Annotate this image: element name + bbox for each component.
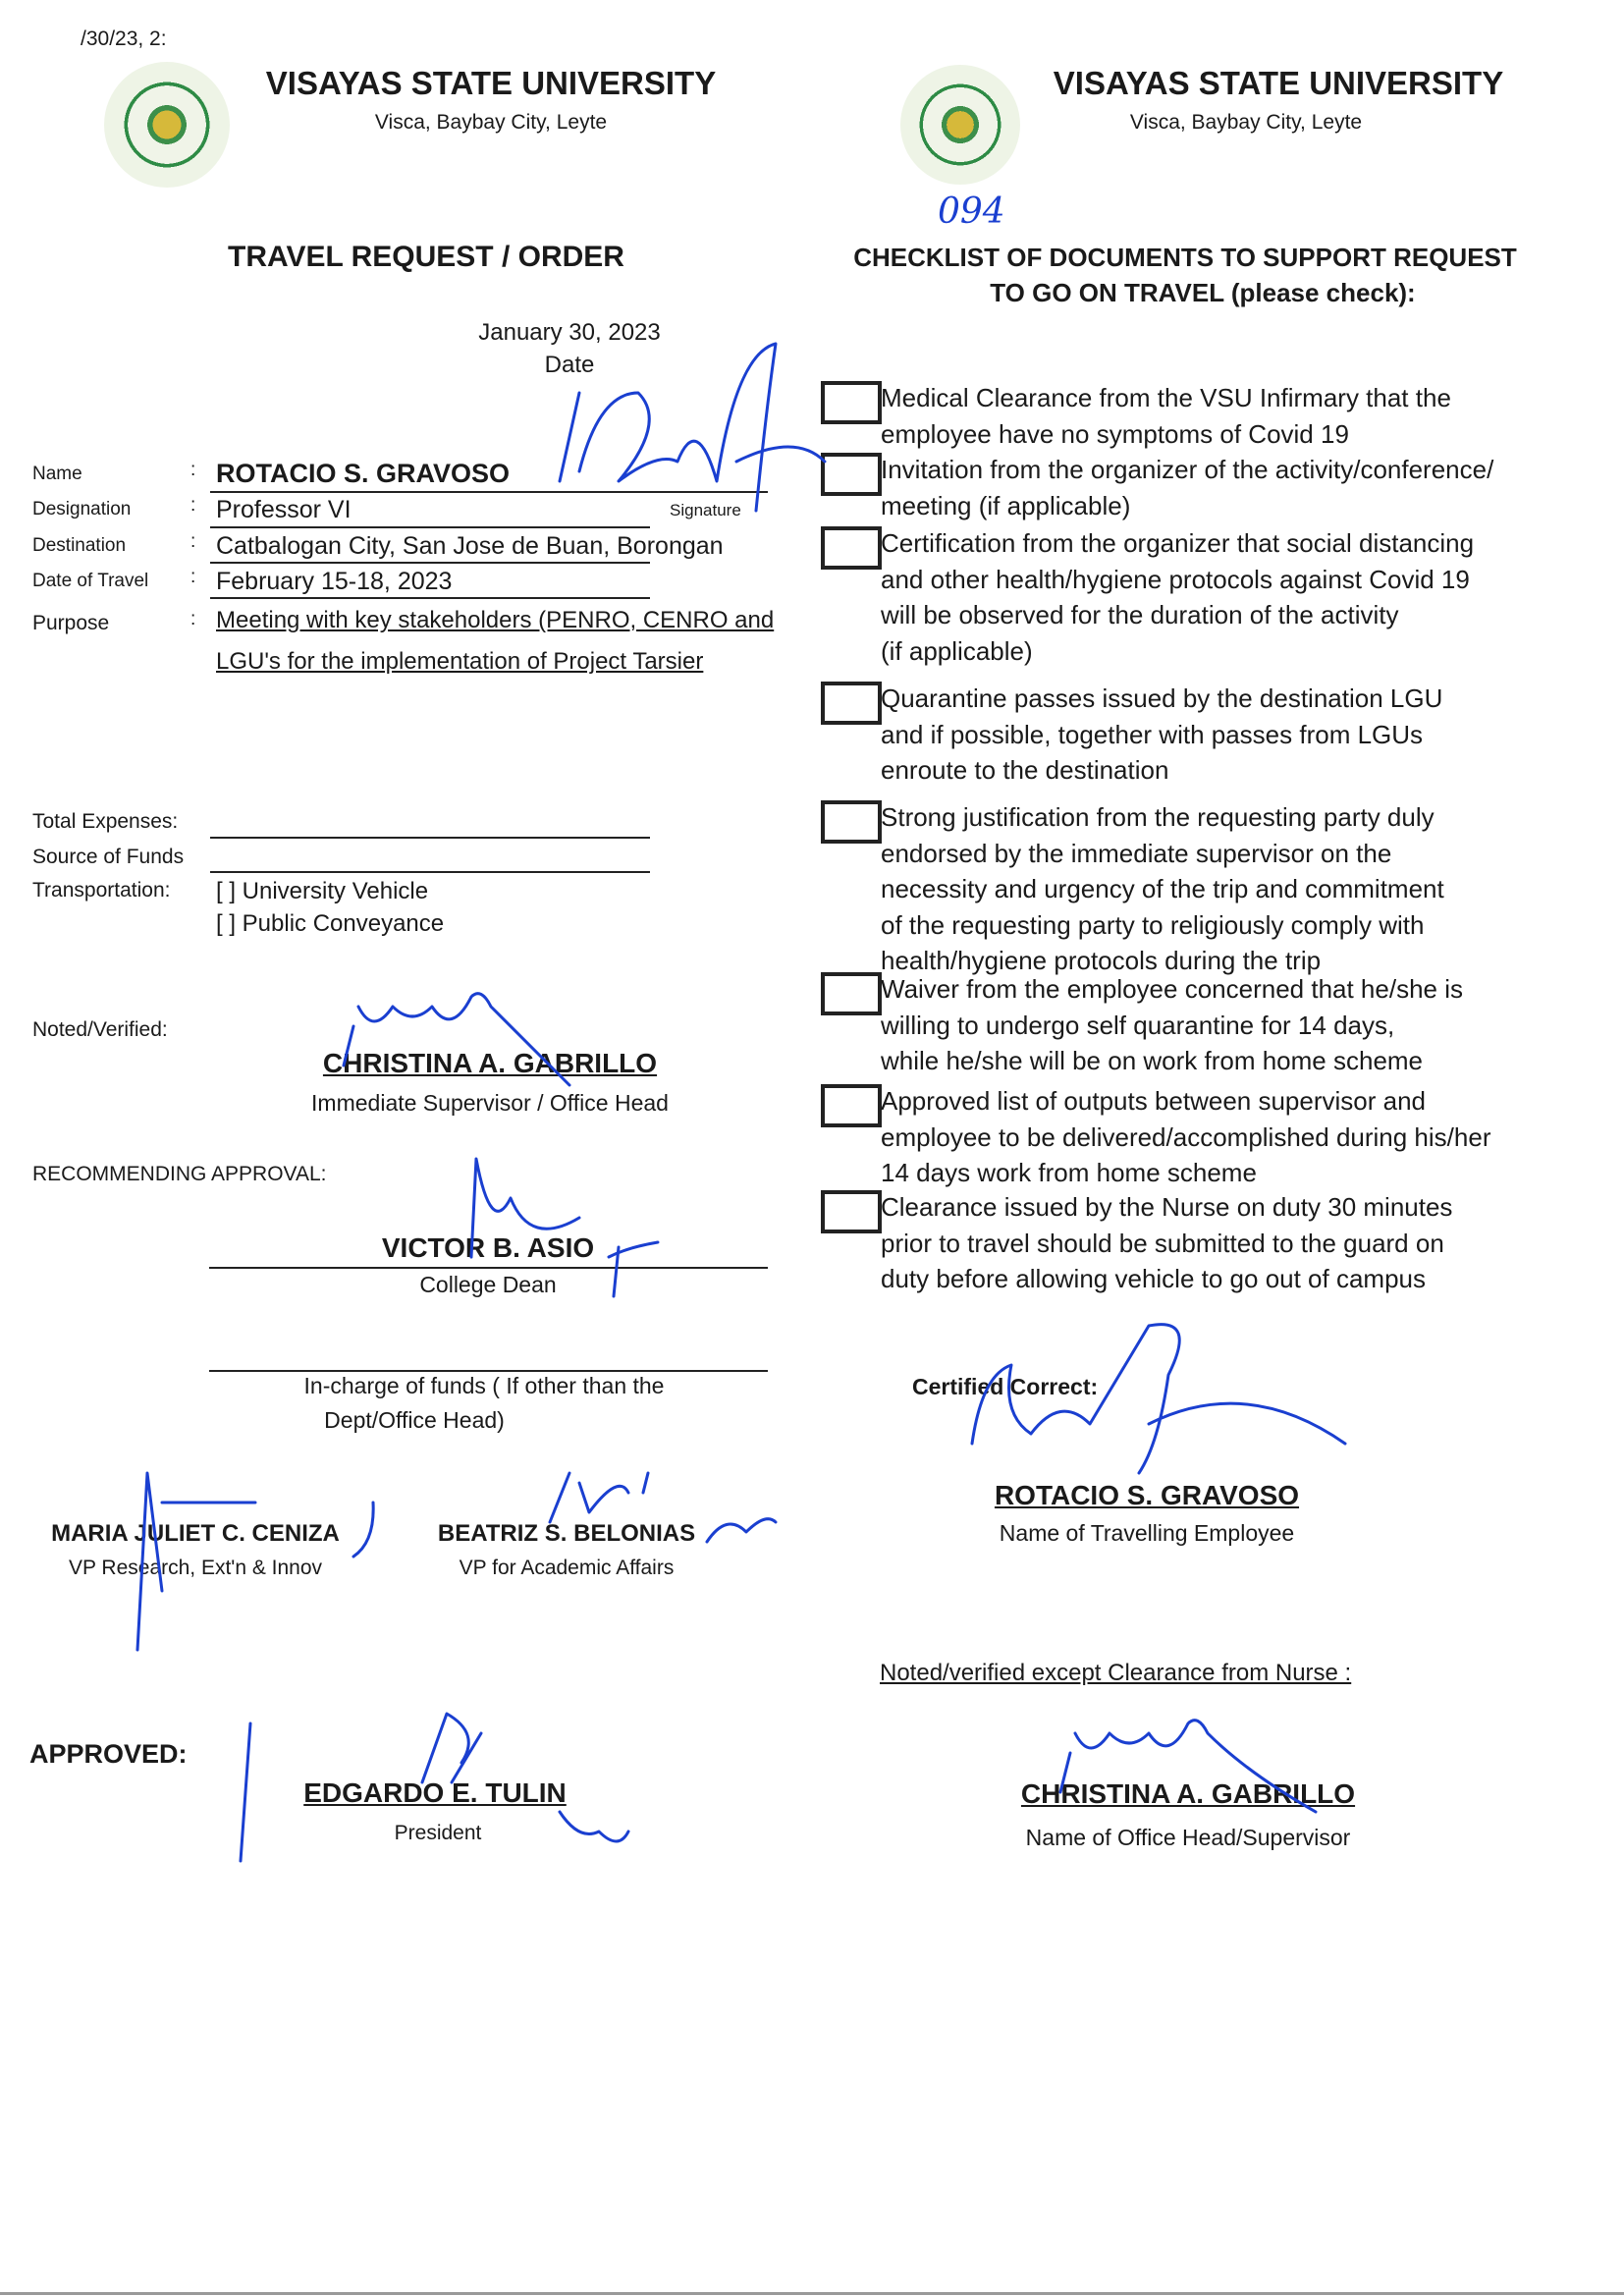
dean-signature bbox=[432, 1149, 677, 1306]
certified-correct-label: Certified Correct: bbox=[912, 1374, 1099, 1399]
checklist-item-line: Invitation from the organizer of the activity/conference/ bbox=[881, 455, 1494, 484]
checklist-item-line: Medical Clearance from the VSU Infirmary that the bbox=[881, 383, 1451, 412]
supervisor-signature bbox=[334, 967, 609, 1095]
noted-verified-label: Noted/Verified: bbox=[32, 1018, 168, 1041]
checklist-checkbox[interactable] bbox=[821, 1084, 882, 1127]
signature-label: Signature bbox=[670, 501, 741, 519]
option-university-vehicle[interactable]: [ ] University Vehicle bbox=[216, 878, 429, 904]
purpose-label: Purpose bbox=[32, 612, 110, 634]
noted-except-label: Noted/verified except Clearance from Nurse : bbox=[880, 1660, 1352, 1686]
checklist-item-line: enroute to the destination bbox=[881, 755, 1169, 785]
checklist-item-line: prior to travel should be submitted to the guard on bbox=[881, 1228, 1444, 1258]
colon: : bbox=[190, 495, 196, 516]
checklist-item-line: employee have no symptoms of Covid 19 bbox=[881, 418, 1349, 449]
checklist-checkbox[interactable] bbox=[821, 800, 882, 844]
supervisor-title: Immediate Supervisor / Office Head bbox=[311, 1090, 669, 1116]
university-name: VISAYAS STATE UNIVERSITY bbox=[1053, 65, 1504, 101]
colon: : bbox=[190, 609, 196, 629]
office-head-title: Name of Office Head/Supervisor bbox=[1025, 1825, 1351, 1850]
checklist-item-line: health/hygiene protocols during the trip bbox=[881, 946, 1322, 975]
university-name: VISAYAS STATE UNIVERSITY bbox=[265, 65, 717, 101]
page-edge bbox=[0, 2292, 1624, 2295]
handwritten-control-number: 094 bbox=[938, 191, 1005, 232]
approved-label: APPROVED: bbox=[29, 1739, 188, 1769]
employee-title: Name of Travelling Employee bbox=[999, 1520, 1295, 1546]
office-head-signature bbox=[1051, 1694, 1345, 1822]
purpose-line1: Meeting with key stakeholders (PENRO, CENRO and bbox=[216, 607, 775, 633]
university-address: Visca, Baybay City, Leyte bbox=[374, 111, 608, 134]
checklist-item bbox=[881, 525, 1474, 669]
checklist-item-line: Quarantine passes issued by the destination LGU bbox=[881, 683, 1443, 713]
checklist-item bbox=[881, 1189, 1452, 1297]
checklist-item-line: Clearance issued by the Nurse on duty 30 minutes bbox=[881, 1192, 1453, 1222]
checklist-item bbox=[881, 971, 1463, 1079]
checklist-checkbox[interactable] bbox=[821, 1190, 882, 1233]
checklist-item bbox=[881, 452, 1493, 523]
president-signature bbox=[226, 1704, 638, 1871]
designation-label: Designation bbox=[32, 499, 132, 519]
vp-research-title: VP Research, Ext'n & Innov bbox=[68, 1557, 323, 1579]
supervisor-name: CHRISTINA A. GABRILLO bbox=[322, 1048, 658, 1078]
checklist-item-line: willing to undergo self quarantine for 14 days, bbox=[881, 1010, 1395, 1040]
checklist-item-line: meeting (if applicable) bbox=[881, 490, 1131, 520]
vp-research-name: MARIA JULIET C. CENIZA bbox=[51, 1520, 340, 1547]
checklist-item bbox=[881, 681, 1442, 789]
checklist-title-line2: TO GO ON TRAVEL (please check): bbox=[990, 278, 1416, 307]
requester-signature bbox=[540, 334, 835, 530]
name-label: Name bbox=[32, 464, 82, 484]
president-title: President bbox=[394, 1822, 482, 1844]
destination-label: Destination bbox=[32, 535, 127, 556]
checklist-item bbox=[881, 380, 1451, 452]
checklist-item-line: Waiver from the employee concerned that he/she is bbox=[881, 974, 1463, 1004]
checklist-item-line: Strong justification from the requesting party duly bbox=[881, 802, 1435, 832]
checklist-title-line1: CHECKLIST OF DOCUMENTS TO SUPPORT REQUEST bbox=[853, 243, 1517, 272]
vp-academic-signature bbox=[530, 1453, 785, 1561]
destination-value: Catbalogan City, San Jose de Buan, Borongan bbox=[216, 532, 724, 560]
university-address: Visca, Baybay City, Leyte bbox=[1129, 111, 1363, 134]
university-seal-logo bbox=[900, 65, 1020, 185]
vp-academic-title: VP for Academic Affairs bbox=[459, 1557, 675, 1579]
certified-signature bbox=[952, 1316, 1365, 1483]
checklist-item bbox=[881, 799, 1444, 979]
funds-line1: In-charge of funds ( If other than the bbox=[303, 1373, 665, 1398]
checklist-item-line: (if applicable) bbox=[881, 635, 1033, 666]
checklist-item-line: will be observed for the duration of the activity bbox=[881, 600, 1399, 629]
checklist-item-line: duty before allowing vehicle to go out of campus bbox=[881, 1264, 1427, 1293]
date-label: Date bbox=[544, 352, 595, 378]
checklist-item-line: of the requesting party to religiously comply with bbox=[881, 909, 1425, 940]
colon: : bbox=[190, 531, 196, 552]
checklist-item-line: and if possible, together with passes from LGUs bbox=[881, 719, 1424, 749]
checklist-item-line: while he/she will be on work from home scheme bbox=[881, 1046, 1424, 1075]
checklist-checkbox[interactable] bbox=[821, 972, 882, 1015]
name-value: ROTACIO S. GRAVOSO bbox=[216, 459, 511, 488]
checklist-item bbox=[881, 1083, 1490, 1191]
date-of-travel-label: Date of Travel bbox=[32, 571, 149, 591]
colon: : bbox=[190, 460, 196, 480]
checklist-item-line: employee to be delivered/accomplished during his/her bbox=[881, 1121, 1491, 1152]
print-stamp: /30/23, 2: bbox=[81, 27, 167, 50]
recommending-approval-label: RECOMMENDING APPROVAL: bbox=[32, 1163, 327, 1185]
source-of-funds-label: Source of Funds bbox=[32, 846, 185, 868]
dean-name: VICTOR B. ASIO bbox=[381, 1232, 595, 1263]
president-name: EDGARDO E. TULIN bbox=[303, 1777, 567, 1808]
colon: : bbox=[190, 567, 196, 587]
office-head-name: CHRISTINA A. GABRILLO bbox=[1020, 1778, 1356, 1809]
form-title: TRAVEL REQUEST / ORDER bbox=[228, 241, 624, 273]
university-seal-logo bbox=[104, 62, 230, 188]
dean-title: College Dean bbox=[419, 1272, 557, 1297]
checklist-item-line: and other health/hygiene protocols against Covid 19 bbox=[881, 564, 1470, 594]
purpose-line2: LGU's for the implementation of Project Tarsier bbox=[216, 648, 704, 675]
date-of-travel-value: February 15-18, 2023 bbox=[216, 568, 453, 595]
designation-value: Professor VI bbox=[216, 496, 352, 523]
checklist-item-line: necessity and urgency of the trip and commitment bbox=[881, 874, 1444, 903]
transportation-label: Transportation: bbox=[32, 879, 171, 902]
checklist-item-line: endorsed by the immediate supervisor on the bbox=[881, 838, 1392, 868]
total-expenses-label: Total Expenses: bbox=[32, 810, 179, 833]
checklist-checkbox[interactable] bbox=[821, 682, 882, 725]
employee-name: ROTACIO S. GRAVOSO bbox=[994, 1480, 1300, 1510]
option-public-conveyance[interactable]: [ ] Public Conveyance bbox=[216, 910, 445, 937]
vp-research-signature bbox=[118, 1463, 393, 1660]
checklist-checkbox[interactable] bbox=[821, 526, 882, 570]
checklist-item-line: Certification from the organizer that social distancing bbox=[881, 528, 1475, 558]
checklist-item-line: 14 days work from home scheme bbox=[881, 1158, 1257, 1187]
request-date: January 30, 2023 bbox=[478, 319, 661, 346]
funds-line2: Dept/Office Head) bbox=[324, 1407, 505, 1433]
vp-academic-name: BEATRIZ S. BELONIAS bbox=[437, 1520, 696, 1547]
checklist-item-line: Approved list of outputs between supervisor and bbox=[881, 1086, 1427, 1116]
